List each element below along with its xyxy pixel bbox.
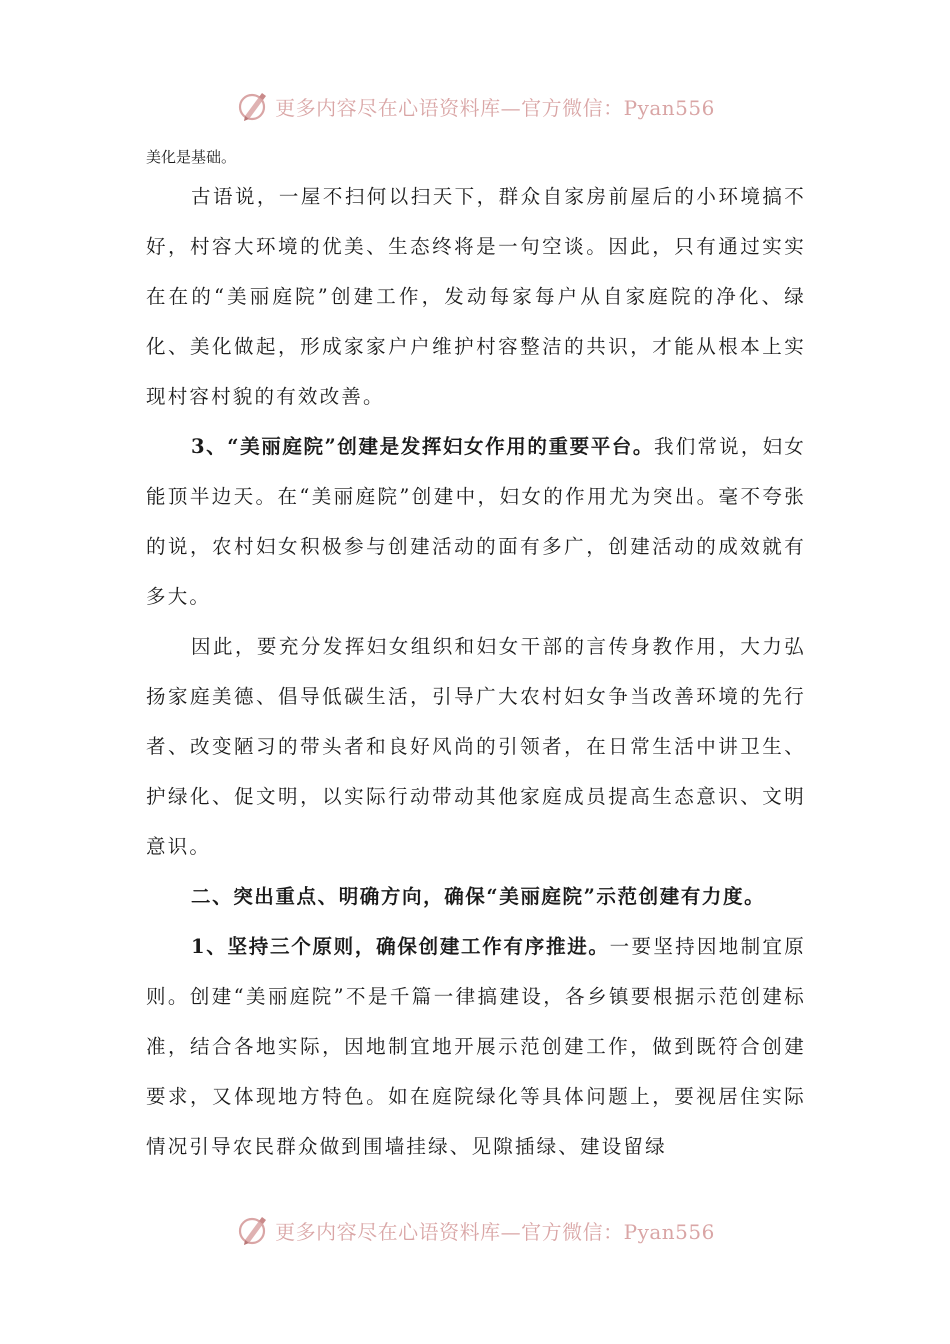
footer-banner	[0, 1210, 950, 1250]
paragraph-3: 因此，要充分发挥妇女组织和妇女干部的言传身教作用，大力弘扬家庭美德、倡导低碳生活，引导广大农村妇女争当改善环境的先行者、改变陋习的带头者和良好风尚的引领者，在日常生活中讲卫生、护绿化、促文明，以实际行动带动其他家庭成员提高生态意识、文明意识。	[146, 635, 806, 858]
paragraph-1: 古语说，一屋不扫何以扫天下，群众自家房前屋后的小环境搞不好，村容大环境的优美、生态终将是一句空谈。因此，只有通过实实在在的“美丽庭院”创建工作，发动每家每户从自家庭院的净化、绿化、美化做起，形成家家户户维护村容整洁的共识，才能从根本上实现村容村貌的有效改善。	[146, 185, 806, 408]
pen-circle-logo-icon	[235, 88, 271, 124]
footer-banner-text: 更多内容尽在心语资料库—官方微信：Pyan556	[275, 1219, 715, 1244]
lead-line: 美化是基础。	[146, 148, 237, 166]
pen-circle-logo-icon	[235, 1212, 271, 1248]
paragraph-2	[146, 422, 806, 622]
header-banner-text: 更多内容尽在心语资料库—官方微信：Pyan556	[275, 95, 715, 120]
header-banner	[0, 86, 950, 126]
paragraph-2-text: 我们常说，妇女能顶半边天。在“美丽庭院”创建中，妇女的作用尤为突出。毫不夸张的说，农村妇女积极参与创建活动的面有多广，创建活动的成效就有多大。	[146, 435, 806, 608]
paragraph-2-heading: 3、“美丽庭院”创建是发挥妇女作用的重要平台。	[191, 435, 655, 458]
paragraph-4-heading: 1、坚持三个原则，确保创建工作有序推进。	[191, 935, 610, 958]
section-heading-2: 二、突出重点、明确方向，确保“美丽庭院”示范创建有力度。	[191, 885, 766, 908]
paragraph-4	[146, 922, 806, 1172]
paragraph-4-text: 一要坚持因地制宜原则。创建“美丽庭院”不是千篇一律搞建设，各乡镇要根据示范创建标准，结合各地实际，因地制宜地开展示范创建工作，做到既符合创建要求，又体现地方特色。如在庭院绿化等具体问题上，要视居住实际情况引导农民群众做到围墙挂绿、见隙插绿、建设留绿	[146, 935, 806, 1158]
document-body	[146, 142, 806, 1172]
